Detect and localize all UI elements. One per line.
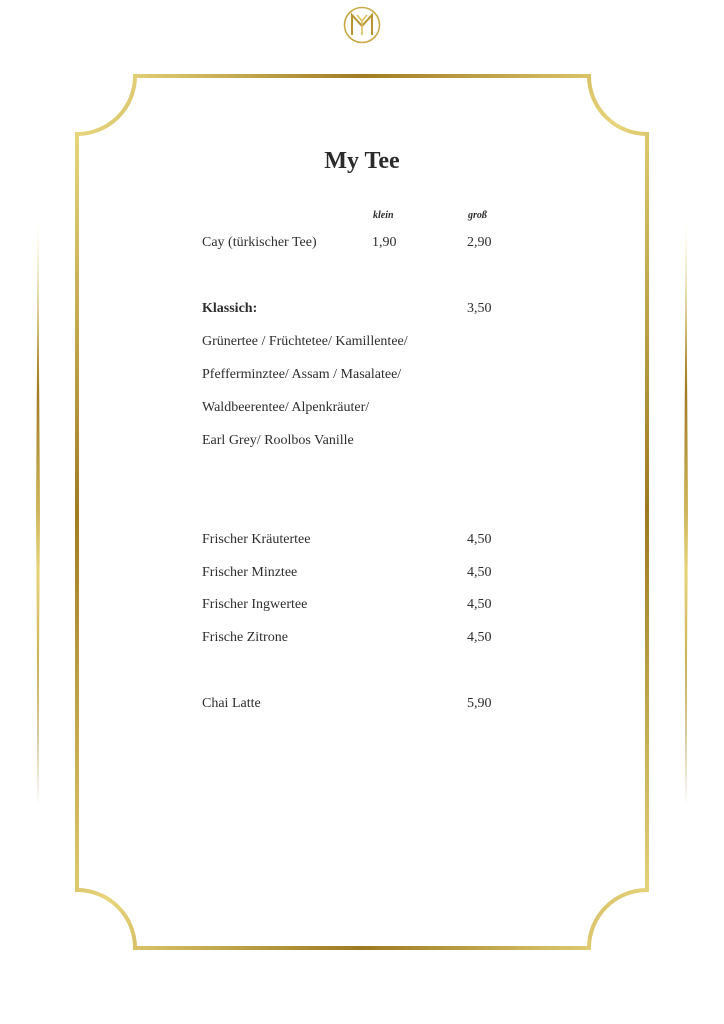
size-header-large: groß [468, 210, 487, 221]
item-name-chai: Chai Latte [202, 696, 261, 711]
item-name-cay: Cay (türkischer Tee) [202, 235, 317, 250]
section-label-klassisch: Klassich: [202, 301, 258, 316]
klassisch-line: Pfefferminztee/ Assam / Masalatee/ [202, 367, 402, 382]
size-header-small: klein [373, 210, 394, 221]
left-side-accent [36, 220, 40, 805]
item-price-fresh: 4,50 [467, 532, 492, 547]
item-price-cay-small: 1,90 [372, 235, 397, 250]
item-price-fresh: 4,50 [467, 630, 492, 645]
monogram-my-logo [343, 6, 381, 44]
right-side-accent [684, 220, 688, 805]
klassisch-line: Grünertee / Früchtetee/ Kamillentee/ [202, 334, 408, 349]
klassisch-line: Earl Grey/ Roolbos Vanille [202, 433, 354, 448]
klassisch-line: Waldbeerentee/ Alpenkräuter/ [202, 400, 370, 415]
item-name-fresh: Frischer Ingwertee [202, 597, 308, 612]
item-price-cay-large: 2,90 [467, 235, 492, 250]
section-price-klassisch: 3,50 [467, 301, 492, 316]
item-price-fresh: 4,50 [467, 565, 492, 580]
item-name-fresh: Frische Zitrone [202, 630, 288, 645]
menu-title: My Tee [324, 148, 400, 174]
frame-border [77, 76, 647, 948]
item-price-fresh: 4,50 [467, 597, 492, 612]
item-price-chai: 5,90 [467, 696, 492, 711]
item-name-fresh: Frischer Minztee [202, 565, 298, 580]
item-name-fresh: Frischer Kräutertee [202, 532, 311, 547]
